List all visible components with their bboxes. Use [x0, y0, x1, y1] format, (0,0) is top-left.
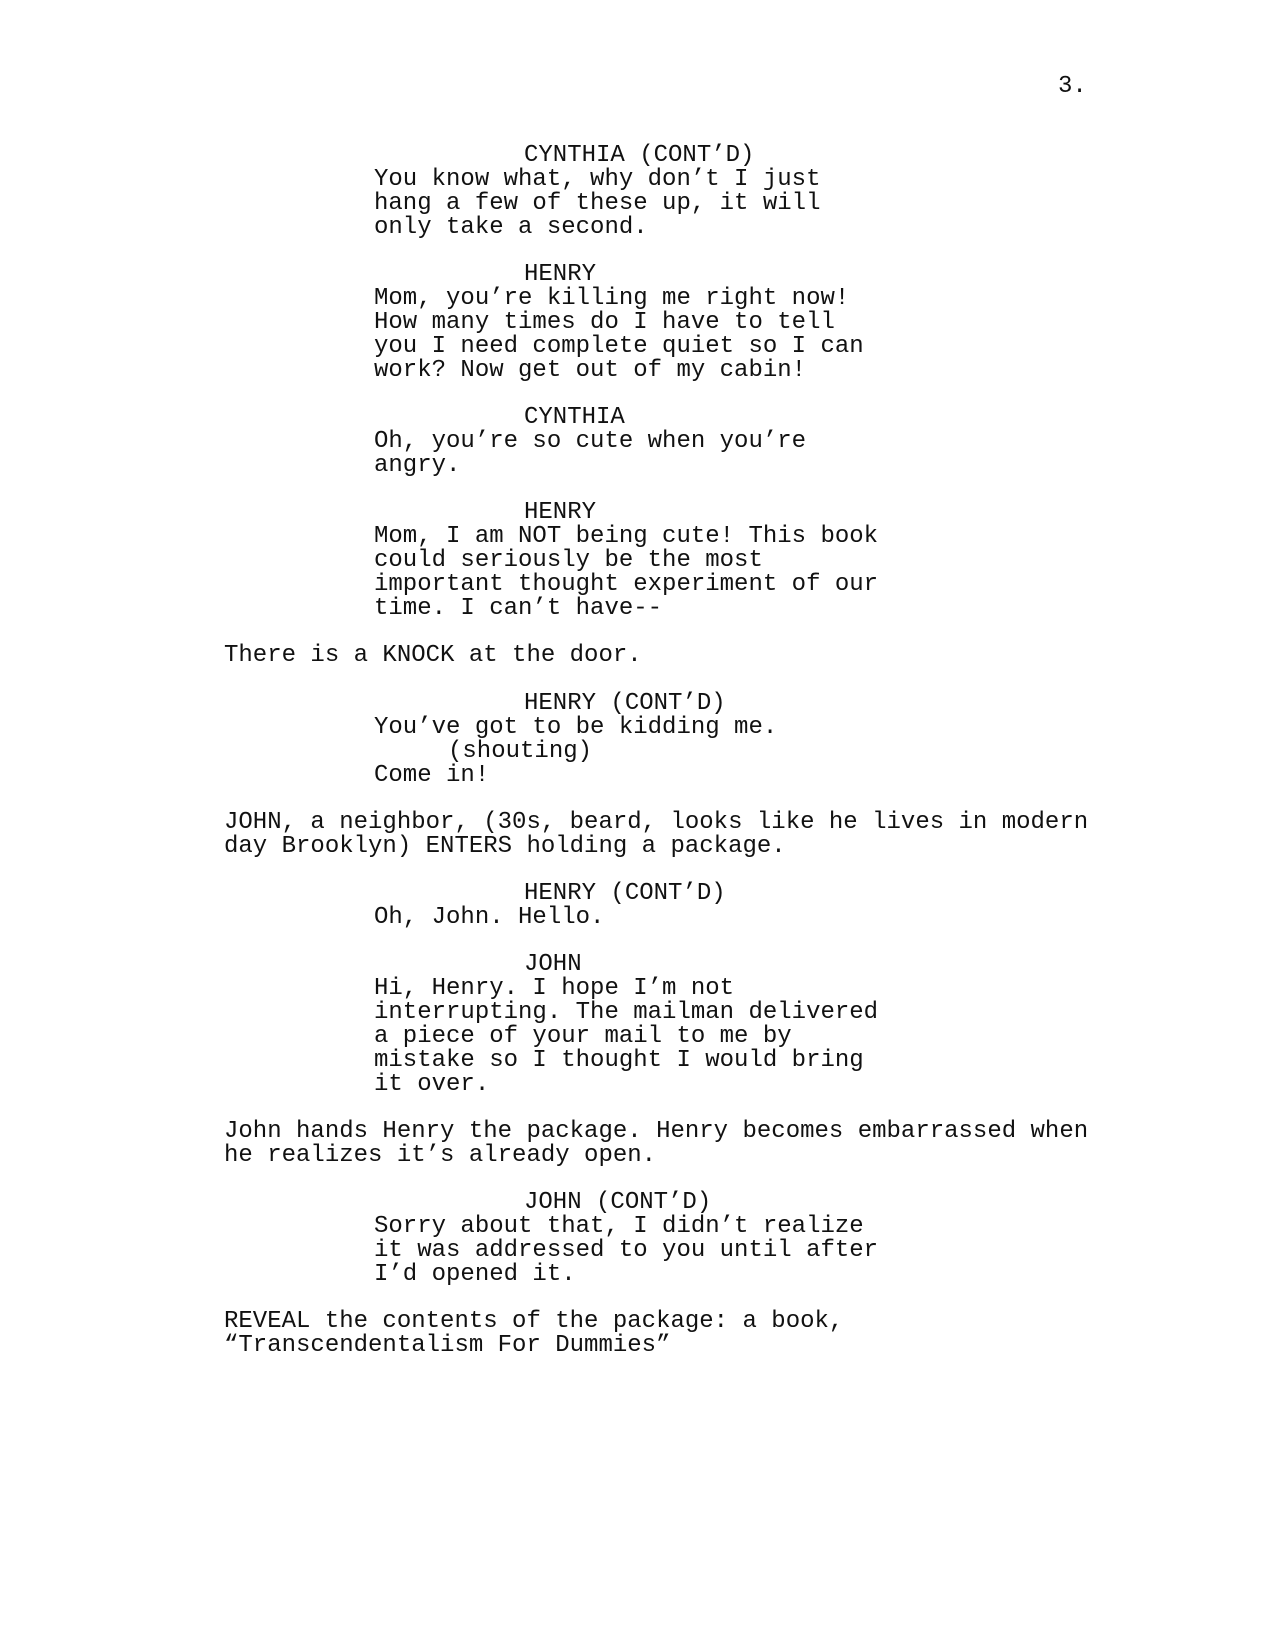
dialogue-line: hang a few of these up, it will	[374, 190, 821, 217]
dialogue-line: time. I can’t have--	[374, 595, 663, 622]
dialogue-line: You’ve got to be kidding me.	[374, 714, 778, 741]
character-name: HENRY	[524, 499, 597, 526]
character-name: CYNTHIA	[524, 404, 625, 431]
character-name: CYNTHIA (CONT’D)	[524, 142, 755, 169]
dialogue-line: it over.	[374, 1071, 490, 1098]
dialogue-line: you I need complete quiet so I can	[374, 333, 864, 360]
character-name: HENRY (CONT’D)	[524, 880, 726, 907]
character-name: JOHN	[524, 951, 582, 978]
dialogue-line: could seriously be the most	[374, 547, 763, 574]
character-name: HENRY (CONT’D)	[524, 690, 726, 717]
dialogue-line: angry.	[374, 452, 461, 479]
dialogue-line: only take a second.	[374, 214, 648, 241]
dialogue-line: it was addressed to you until after	[374, 1237, 879, 1264]
character-name: HENRY	[524, 261, 597, 288]
action-line: day Brooklyn) ENTERS holding a package.	[224, 833, 786, 860]
dialogue-line: Mom, I am NOT being cute! This book	[374, 523, 879, 550]
dialogue-line: Come in!	[374, 762, 490, 789]
dialogue-line: interrupting. The mailman delivered	[374, 999, 879, 1026]
action-line: JOHN, a neighbor, (30s, beard, looks like he lives in modern	[224, 809, 1089, 836]
action-line: he realizes it’s already open.	[224, 1142, 657, 1169]
dialogue-line: You know what, why don’t I just	[374, 166, 821, 193]
dialogue-line: a piece of your mail to me by	[374, 1023, 792, 1050]
action-line: John hands Henry the package. Henry becomes embarrassed when	[224, 1118, 1089, 1145]
character-name: JOHN (CONT’D)	[524, 1189, 712, 1216]
dialogue-line: Sorry about that, I didn’t realize	[374, 1213, 864, 1240]
dialogue-line: important thought experiment of our	[374, 571, 879, 598]
dialogue-line: work? Now get out of my cabin!	[374, 357, 807, 384]
dialogue-line: I’d opened it.	[374, 1261, 576, 1288]
dialogue-line: How many times do I have to tell	[374, 309, 835, 336]
parenthetical: (shouting)	[448, 738, 593, 765]
action-line: There is a KNOCK at the door.	[224, 642, 642, 669]
action-line: “Transcendentalism For Dummies”	[224, 1332, 671, 1359]
dialogue-line: Oh, John. Hello.	[374, 904, 605, 931]
page-number: 3.	[1058, 73, 1087, 100]
dialogue-line: mistake so I thought I would bring	[374, 1047, 864, 1074]
dialogue-line: Mom, you’re killing me right now!	[374, 285, 850, 312]
dialogue-line: Hi, Henry. I hope I’m not	[374, 975, 735, 1002]
dialogue-line: Oh, you’re so cute when you’re	[374, 428, 807, 455]
action-line: REVEAL the contents of the package: a book,	[224, 1308, 844, 1335]
